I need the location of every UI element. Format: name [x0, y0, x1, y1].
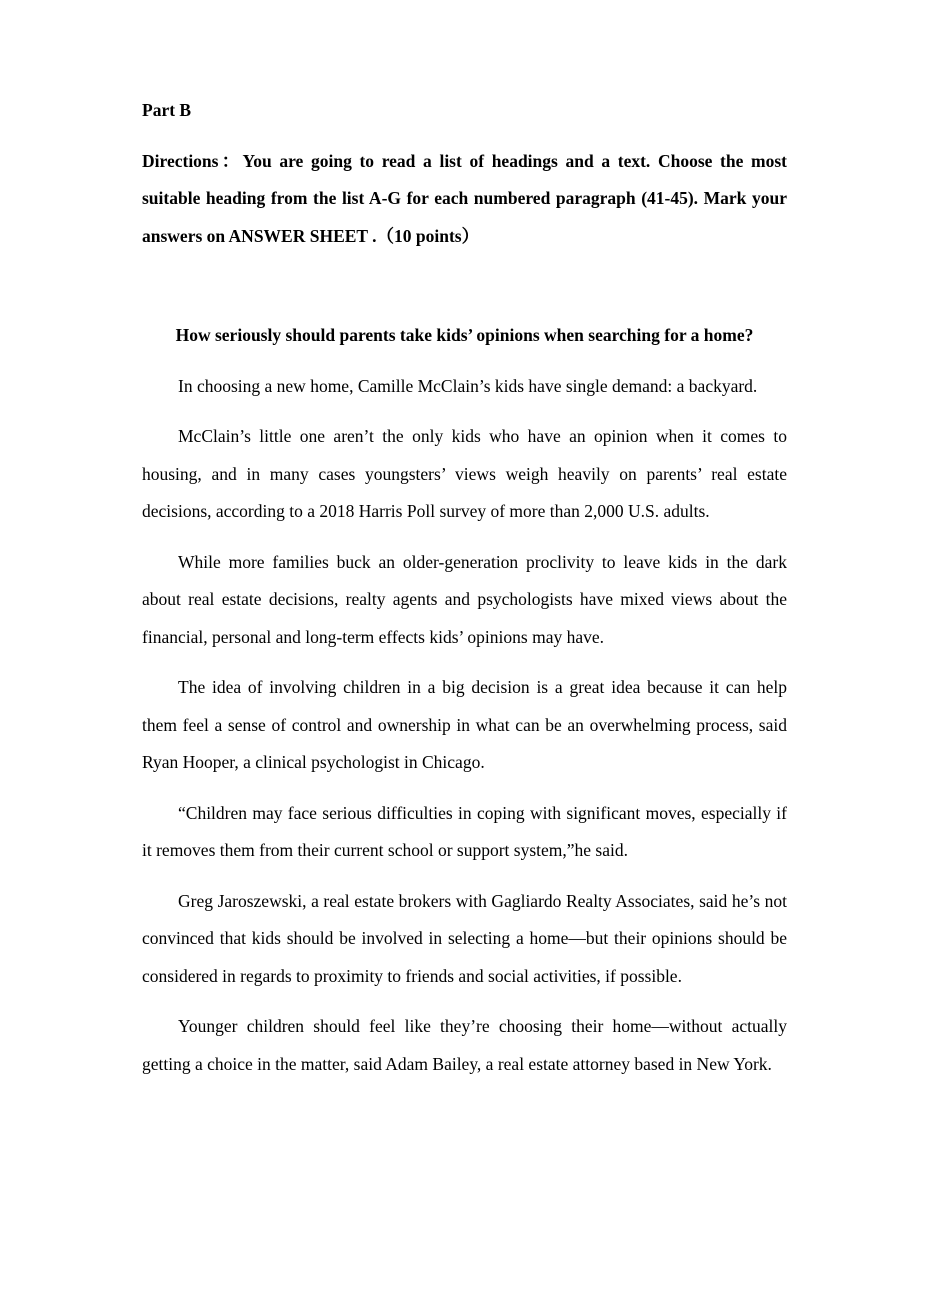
passage-paragraph-4: The idea of involving children in a big decision is a great idea because it can help them feel a sense of control and ownership in what can be an overwhelming process, said Ryan Hooper, a clinical psychologist in Chicago.	[142, 677, 787, 772]
passage-paragraph-3: While more families buck an older-generation proclivity to leave kids in the dark about real estate decisions, realty agents and psychologists have mixed views about the financial, personal and long-term effects kids’ opinions may have.	[142, 551, 787, 647]
passage-paragraph-5: “Children may face serious difficulties in coping with significant moves, especially if it removes them from their current school or support system,”he said.	[142, 802, 787, 860]
passage-paragraph-1: In choosing a new home, Camille McClain’s kids have single demand: a backyard.	[178, 375, 758, 396]
passage-title: How seriously should parents take kids’ opinions when searching for a home?	[175, 325, 754, 345]
passage-paragraph-2: McClain’s little one aren’t the only kids who have an opinion when it comes to housing, and in many cases youngsters’ views weigh heavily on parents’ real estate decisions, according to a 2018 Harris Poll survey of more than 2,000 U.S. adults.	[142, 426, 787, 521]
directions-text: Directions：You are going to read a list of headings and a text. Choose the most suitable heading from the list A-G for each numbered paragraph (41-45). Mark your answers on ANSWER SHEET .（10 points）	[142, 150, 787, 246]
passage-paragraph-7: Younger children should feel like they’re choosing their home—without actually getting a choice in the matter, said Adam Bailey, a real estate attorney based in New York.	[142, 1016, 787, 1074]
passage-paragraph-6: Greg Jaroszewski, a real estate brokers with Gagliardo Realty Associates, said he’s not convinced that kids should be involved in selecting a home—but their opinions should be considered in regards to proximity to friends and social activities, if possible.	[142, 890, 787, 986]
part-label: Part B	[142, 100, 192, 120]
